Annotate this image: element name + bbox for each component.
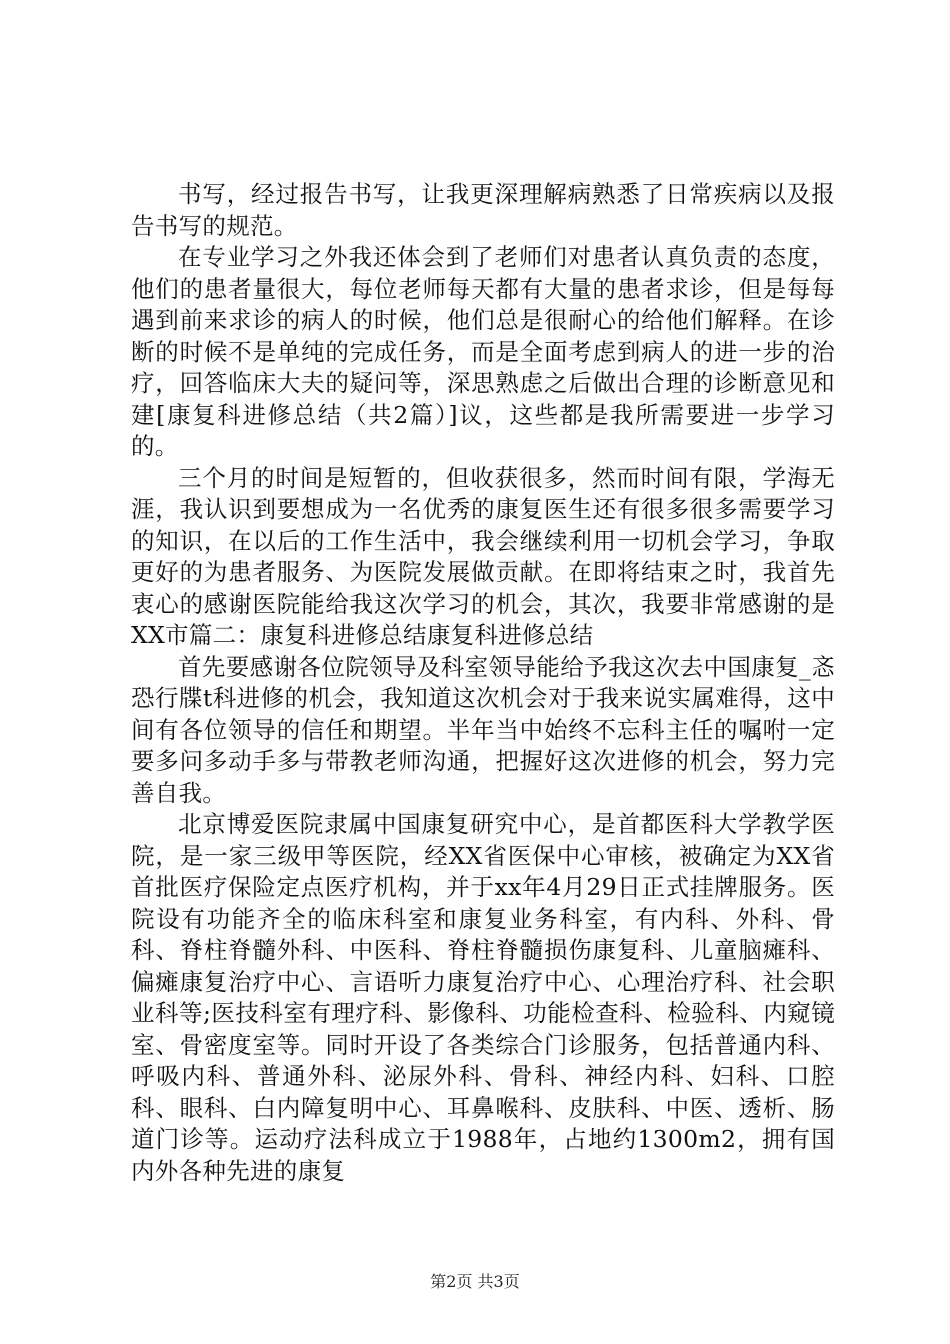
paragraph-1: 书写，经过报告书写，让我更深理解病熟悉了日常疾病以及报告书写的规范。: [131, 180, 835, 240]
paragraph-5: 北京博爱医院隶属中国康复研究中心，是首都医科大学教学医院，是一家三级甲等医院，经XX省医保中心审核，被确定为XX省首批医疗保险定点医疗机构，并于xx年4月29日正式挂牌服务。医院设有功能齐全的临床科室和康复业务科室，有内科、外科、骨科、脊柱脊髓外科、中医科、脊柱脊髓损伤康复科、儿童脑瘫科、偏瘫康复治疗中心、言语听力康复治疗中心、心理治疗科、社会职业科等;医技科室有理疗科、影像科、功能检查科、检验科、内窥镜室、骨密度室等。同时开设了各类综合门诊服务，包括普通内科、呼吸内科、普通外科、泌尿外科、骨科、神经内科、妇科、口腔科、眼科、白内障复明中心、耳鼻喉科、皮肤科、中医、透析、肠道门诊等。运动疗法科成立于1988年，占地约1300m2，拥有国内外各种先进的康复: [131, 810, 835, 1185]
page-number-label: 第2页 共3页: [430, 1272, 520, 1291]
document-body: [131, 179, 835, 1187]
paragraph-2: 在专业学习之外我还体会到了老师们对患者认真负责的态度，他们的患者量很大，每位老师每天都有大量的患者求诊，但是每每遇到前来求诊的病人的时候，他们总是很耐心的给他们解释。在诊断的时候不是单纯的完成任务，而是全面考虑到病人的进一步的治疗，回答临床大夫的疑问等，深思熟虑之后做出合理的诊断意见和建[康复科进修总结（共2篇）]议，这些都是我所需要进一步学习的。: [131, 243, 835, 460]
paragraph-3: 三个月的时间是短暂的，但收获很多，然而时间有限，学海无涯，我认识到要想成为一名优秀的康复医生还有很多很多需要学习的知识，在以后的工作生活中，我会继续利用一切机会学习，争取更好的为患者服务、为医院发展做贡献。在即将结束之时，我首先衷心的感谢医院能给我这次学习的机会，其次，我要非常感谢的是XX市篇二：康复科进修总结康复科进修总结: [131, 463, 835, 649]
page-footer: [0, 1272, 950, 1292]
paragraph-4: 首先要感谢各位院领导及科室领导能给予我这次去中国康复_忞恐行牒t科进修的机会，我知道这次机会对于我来说实属难得，这中间有各位领导的信任和期望。半年当中始终不忘科主任的嘱咐一定要多问多动手多与带教老师沟通，把握好这次进修的机会，努力完善自我。: [131, 652, 835, 807]
